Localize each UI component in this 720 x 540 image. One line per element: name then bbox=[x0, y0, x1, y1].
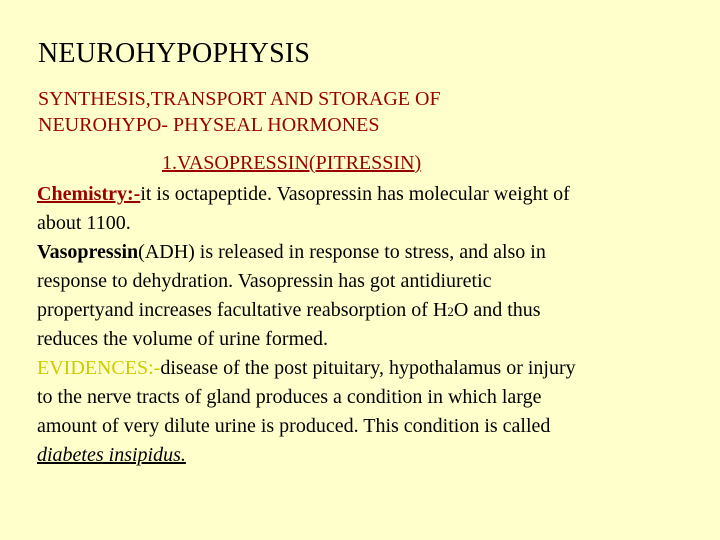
vasopressin-line-4: reduces the volume of urine formed. bbox=[37, 328, 329, 350]
section-heading: 1.VASOPRESSIN(PITRESSIN) bbox=[162, 152, 422, 174]
diabetes-insipidus-term: diabetes insipidus. bbox=[37, 444, 186, 466]
vasopressin-text-3b: O and thus bbox=[453, 299, 541, 321]
page-title: NEUROHYPOPHYSIS bbox=[38, 38, 311, 69]
subtitle-line-1: SYNTHESIS,TRANSPORT AND STORAGE OF bbox=[38, 88, 441, 110]
vasopressin-text-1: (ADH) is released in response to stress, and also in bbox=[138, 241, 546, 263]
evidences-label: EVIDENCES:- bbox=[37, 357, 161, 379]
vasopressin-line-3 bbox=[37, 296, 576, 325]
evidences-line-3: amount of very dilute urine is produced. This condition is called bbox=[37, 415, 551, 437]
subtitle-line-2: NEUROHYPO- PHYSEAL HORMONES bbox=[38, 114, 380, 136]
chemistry-label: Chemistry:- bbox=[37, 183, 141, 205]
vasopressin-term: Vasopressin bbox=[37, 241, 139, 263]
evidences-line-2: to the nerve tracts of gland produces a condition in which large bbox=[37, 386, 542, 408]
evidences-text-1: disease of the post pituitary, hypothalamus or injury bbox=[160, 357, 576, 379]
evidences-line-4 bbox=[37, 441, 576, 470]
vasopressin-line-2: response to dehydration. Vasopressin has got antidiuretic bbox=[37, 270, 492, 292]
subtitle bbox=[38, 86, 441, 138]
body-text bbox=[37, 180, 576, 470]
h2o-subscript: 2 bbox=[447, 304, 454, 319]
chemistry-line-1 bbox=[37, 180, 576, 209]
chemistry-text-1: it is octapeptide. Vasopressin has molecular weight of bbox=[140, 183, 570, 205]
chemistry-line-2: about 1100. bbox=[37, 212, 131, 234]
vasopressin-line-1 bbox=[37, 238, 576, 267]
evidences-line-1 bbox=[37, 354, 576, 383]
vasopressin-text-3a: propertyand increases facultative reabsorption of H bbox=[37, 299, 448, 321]
